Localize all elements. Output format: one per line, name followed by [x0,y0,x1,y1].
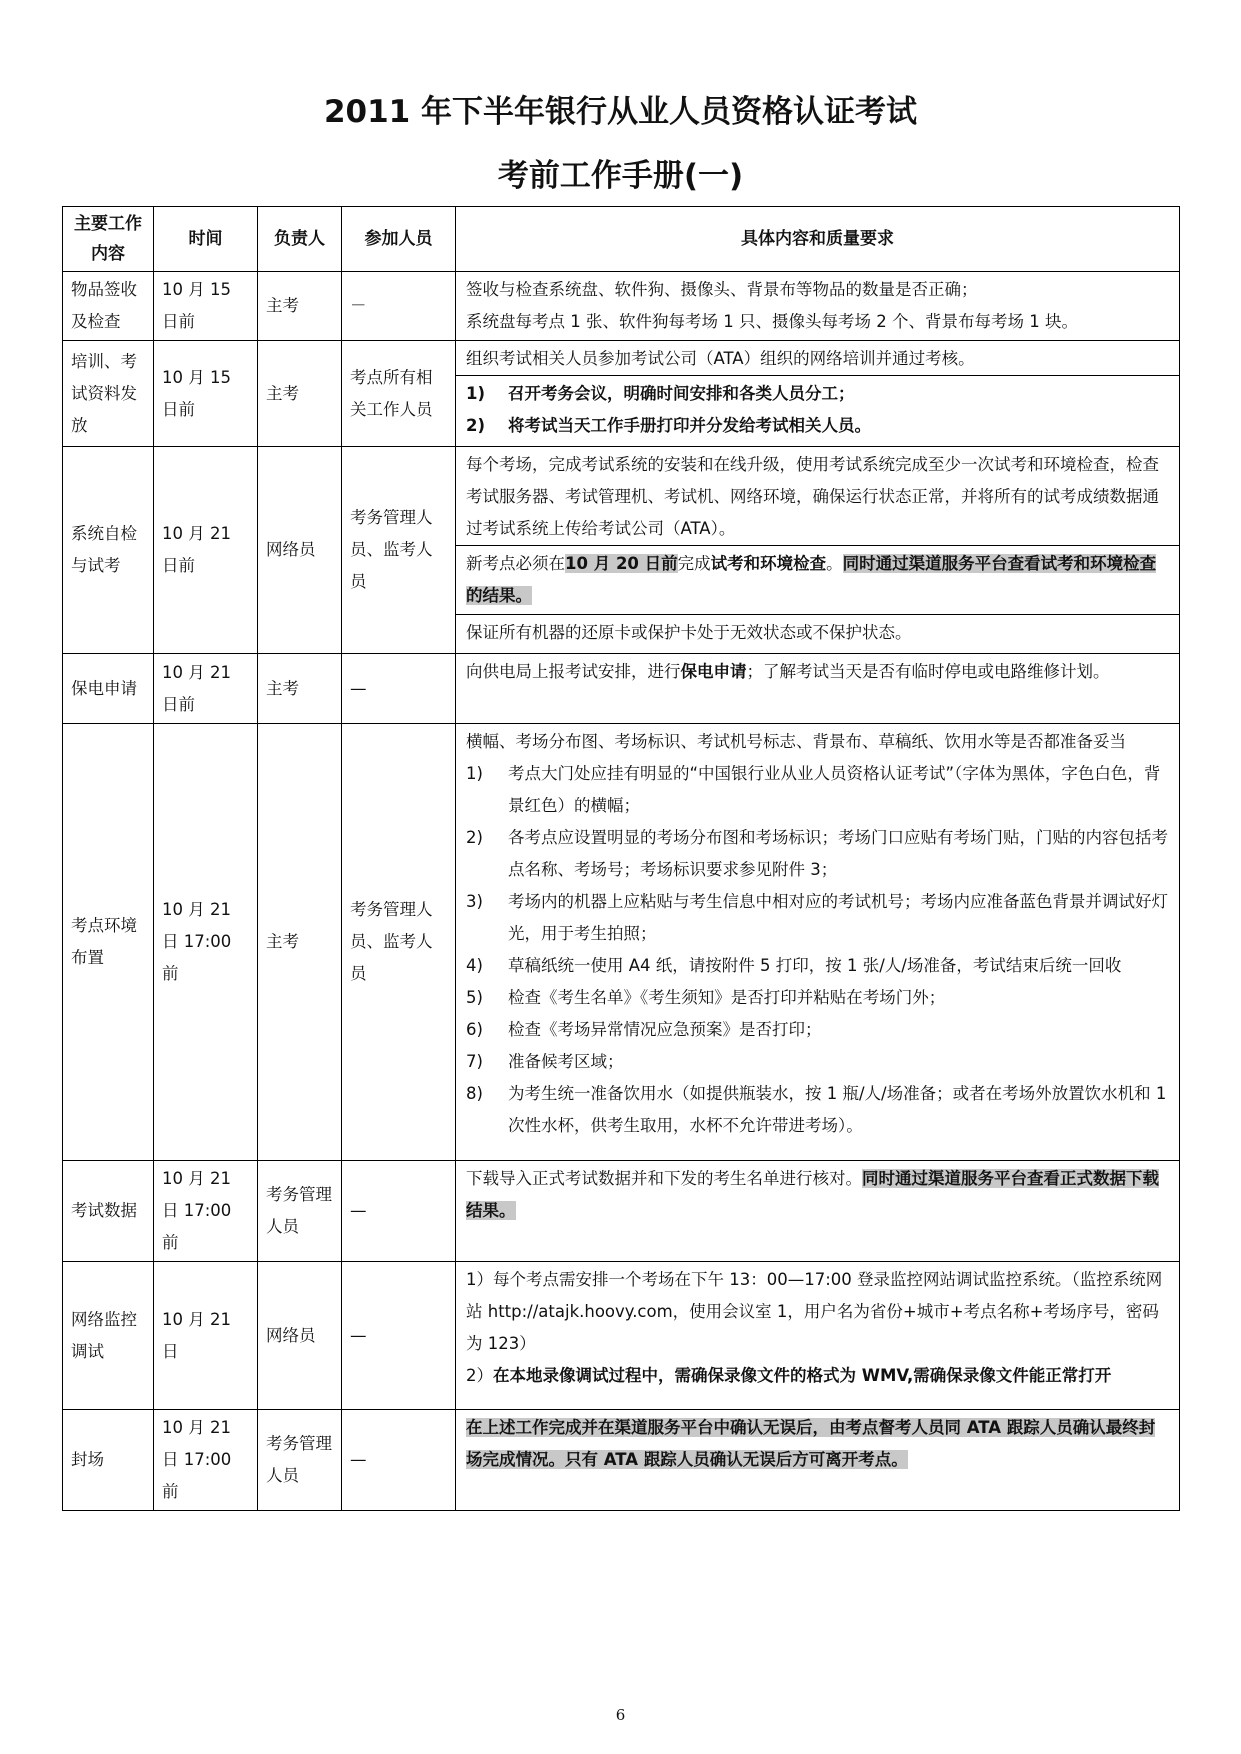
work-manual-table [62,206,1180,1511]
detail-text: 新考点必须在 [466,554,565,573]
detail-text: 横幅、考场分布图、考场标识、考试机号标志、背景布、草稿纸、饮用水等是否都准备妥当 [466,732,1126,751]
cell-time: 10 月 21 日 17:00 前 [154,1161,258,1262]
cell-participants: — [342,1161,456,1262]
list-text: 准备候考区域； [508,1052,624,1071]
cell-work: 网络监控调试 [63,1262,154,1410]
detail-text: 向供电局上报考试安排，进行 [466,662,681,681]
cell-time: 10 月 21 日前 [154,447,258,654]
cell-detail [456,447,1180,654]
table-row [63,1262,1180,1410]
platform-check-highlight: 同时通过渠道服务平台查看正式数据下载结果。 [466,1169,1159,1220]
list-number: 2) [466,416,486,435]
header-owner: 负责人 [258,207,342,272]
detail-text: 下载导入正式考试数据并和下发的考生名单进行核对。 [466,1169,862,1188]
detail-text: ；了解考试当天是否有临时停电或电路维修计划。 [746,662,1110,681]
table-row [63,447,1180,654]
detail-subsection [456,614,1179,651]
list-item [466,1078,1169,1142]
header-time: 时间 [154,207,258,272]
list-number: 5) [466,988,483,1007]
detail-text: 1）每个考点需安排一个考场在下午 13：00—17:00 登录监控网站调试监控系统。（监控系统网站 http://atajk.hoovy.com，使用会议室 1，用户名为省份+城市+考点名称+考场序号，密码为 123） [466,1270,1163,1353]
deadline-highlight: 10 月 20 日前 [565,554,678,573]
cell-work: 系统自检与试考 [63,447,154,654]
cell-work: 保电申请 [63,654,154,724]
cell-detail [456,1262,1180,1410]
cell-detail [456,724,1180,1161]
list-item [466,886,1169,950]
cell-time: 10 月 21 日前 [154,654,258,724]
list-text: 将考试当天工作手册打印并分发给考试相关人员。 [508,416,871,435]
detail-text: 签收与检查系统盘、软件狗、摄像头、背景布等物品的数量是否正确； [466,280,978,299]
platform-check-highlight: 同时通过渠道服务平台查看试考和环境检查的结果。 [466,554,1157,605]
list-item [466,950,1169,982]
cell-participants: — [342,654,456,724]
list-number: 1) [466,764,483,783]
list-number: 8) [466,1084,483,1103]
detail-subsection [456,545,1179,614]
cell-owner: 考务管理人员 [258,1410,342,1511]
list-text: 草稿纸统一使用 A4 纸，请按附件 5 打印，按 1 张/人/场准备，考试结束后统一回收 [508,956,1122,975]
detail-subsection [456,375,1179,444]
list-text: 各考点应设置明显的考场分布图和考场标识；考场门口应贴有考场门贴，门贴的内容包括考点名称、考场号；考场标识要求参见附件 3； [508,828,1168,879]
cell-time: 10 月 15 日前 [154,272,258,341]
table-header-row [63,207,1180,272]
list-text: 为考生统一准备饮用水（如提供瓶装水，按 1 瓶/人/场准备；或者在考场外放置饮水机和 1 次性水杯，供考生取用，水杯不允许带进考场）。 [508,1084,1167,1135]
list-item [466,758,1169,822]
document-subtitle: 考前工作手册(一) [497,158,744,194]
list-item [466,822,1169,886]
cell-owner: 主考 [258,341,342,447]
cell-participants: － [342,272,456,341]
cell-time: 10 月 15 日前 [154,341,258,447]
cell-work: 物品签收及检查 [63,272,154,341]
table-row [63,1410,1180,1511]
list-item [466,1046,1169,1078]
list-text: 检查《考场异常情况应急预案》是否打印； [508,1020,822,1039]
list-item [466,982,1169,1014]
detail-text: 组织考试相关人员参加考试公司（ATA）组织的网络培训并通过考核。 [466,349,975,368]
cell-detail [456,272,1180,341]
header-work: 主要工作内容 [63,207,154,272]
table-row [63,341,1180,447]
cell-participants: 考务管理人员、监考人员 [342,447,456,654]
list-number: 6) [466,1020,483,1039]
cell-work: 培训、考试资料发放 [63,341,154,447]
list-item [466,1014,1169,1046]
list-text: 考点大门处应挂有明显的“中国银行业从业人员资格认证考试”（字体为黑体，字色白色，背景红色）的横幅； [508,764,1161,815]
cell-detail [456,1410,1180,1511]
cell-owner: 主考 [258,272,342,341]
page-number: 6 [615,1706,626,1724]
table-row [63,724,1180,1161]
detail-text: 完成 [677,554,711,573]
cell-owner: 考务管理人员 [258,1161,342,1262]
header-detail: 具体内容和质量要求 [456,207,1180,272]
cell-participants: 考务管理人员、监考人员 [342,724,456,1161]
header-participants: 参加人员 [342,207,456,272]
cell-time: 10 月 21 日 17:00 前 [154,724,258,1161]
list-text: 检查《考生名单》《考生须知》是否打印并粘贴在考场门外； [508,988,946,1007]
detail-bold-text: 试考和环境检查 [710,554,827,573]
cell-participants: — [342,1410,456,1511]
list-number: 4) [466,956,483,975]
cell-owner: 主考 [258,654,342,724]
table-row [63,654,1180,724]
cell-participants: — [342,1262,456,1410]
list-number: 1) [466,384,486,403]
cell-detail [456,341,1180,447]
list-item [466,410,1169,442]
document-title: 2011 年下半年银行从业人员资格认证考试 [323,94,918,130]
cell-time: 10 月 21 日 17:00 前 [154,1410,258,1511]
detail-bold-text: 在本地录像调试过程中，需确保录像文件的格式为 WMV,需确保录像文件能正常打开 [493,1366,1112,1385]
cell-detail [456,1161,1180,1262]
list-number: 7) [466,1052,483,1071]
cell-work: 考点环境布置 [63,724,154,1161]
detail-text: 2） [466,1366,493,1385]
cell-work: 封场 [63,1410,154,1511]
detail-bold-text: 保电申请 [680,662,747,681]
detail-text: 。 [826,554,843,573]
list-item [466,378,1169,410]
cell-owner: 网络员 [258,447,342,654]
list-number: 2) [466,828,483,847]
cell-owner: 网络员 [258,1262,342,1410]
cell-time: 10 月 21 日 [154,1262,258,1410]
cell-owner: 主考 [258,724,342,1161]
cell-work: 考试数据 [63,1161,154,1262]
cell-participants: 考点所有相关工作人员 [342,341,456,447]
detail-text: 每个考场，完成考试系统的安装和在线升级，使用考试系统完成至少一次试考和环境检查，检查考试服务器、考试管理机、考试机、网络环境，确保运行状态正常，并将所有的试考成绩数据通过考试系统上传给考试公司（ATA）。 [466,455,1159,538]
table-row [63,272,1180,341]
list-number: 3) [466,892,483,911]
table-row [63,1161,1180,1262]
detail-text: 保证所有机器的还原卡或保护卡处于无效状态或不保护状态。 [466,623,912,642]
seal-confirmation-highlight: 在上述工作完成并在渠道服务平台中确认无误后，由考点督考人员同 ATA 跟踪人员确认最终封场完成情况。只有 ATA 跟踪人员确认无误后方可离开考点。 [466,1418,1156,1469]
detail-text: 系统盘每考点 1 张、软件狗每考场 1 只、摄像头每考场 2 个、背景布每考场 1 块。 [466,312,1078,331]
list-text: 考场内的机器上应粘贴与考生信息中相对应的考试机号；考场内应准备蓝色背景并调试好灯光，用于考生拍照； [508,892,1168,943]
cell-detail [456,654,1180,724]
list-text: 召开考务会议，明确时间安排和各类人员分工； [508,384,855,403]
